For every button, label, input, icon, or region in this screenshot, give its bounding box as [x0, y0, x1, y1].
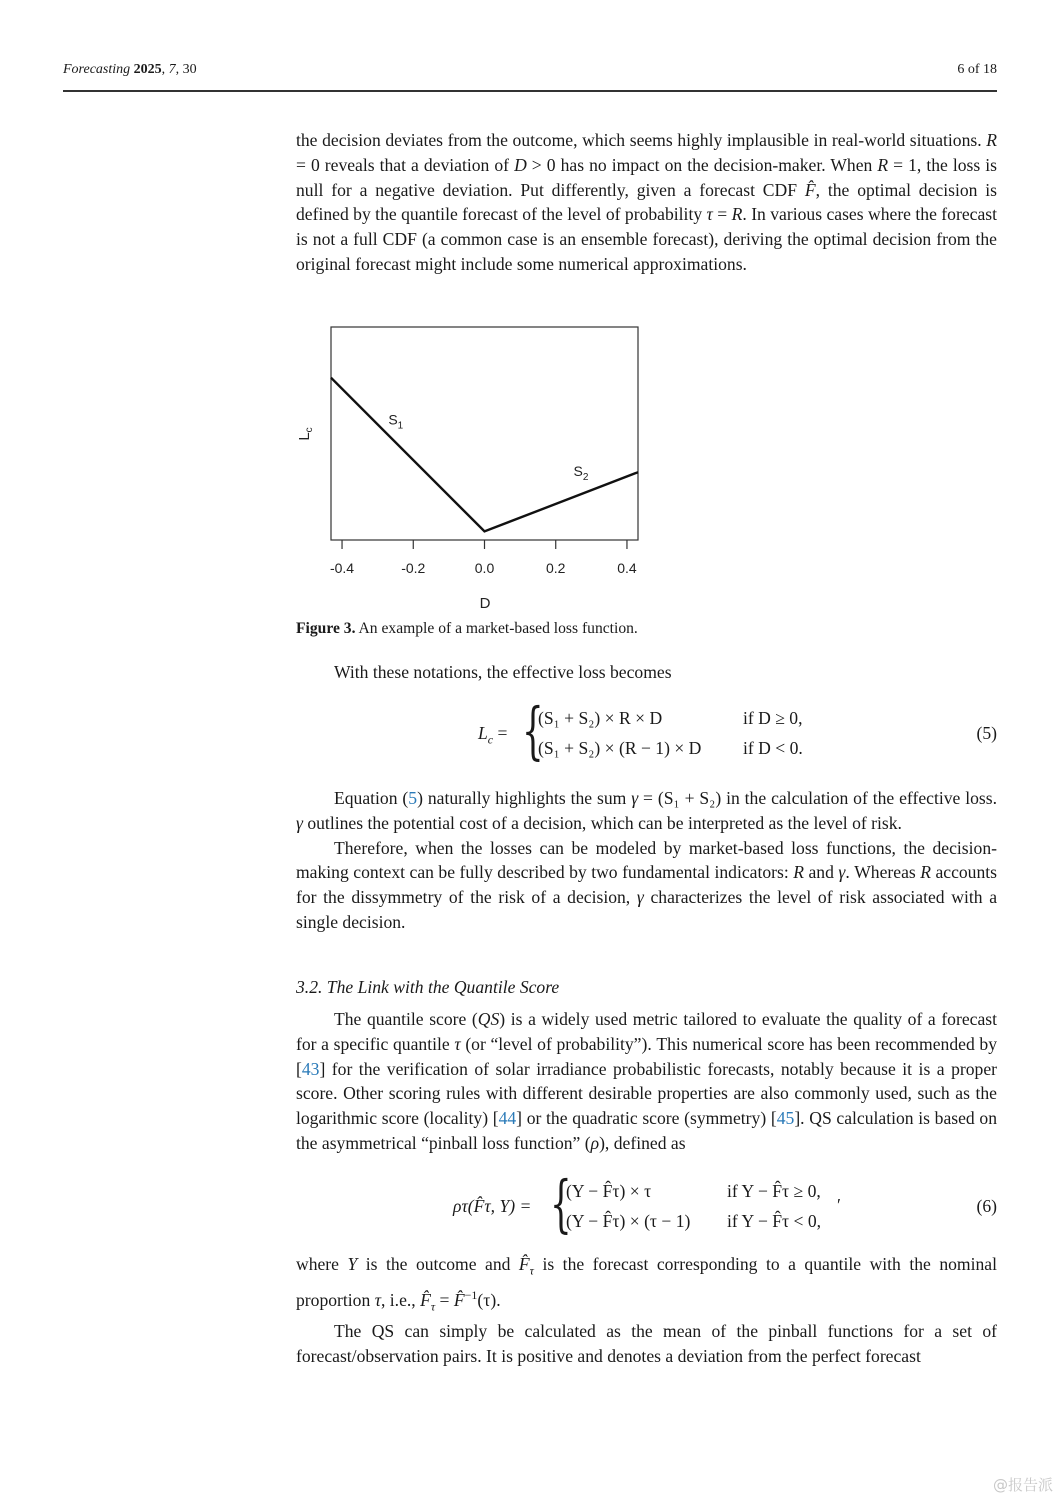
eq6-cond2: if Y − F̂τ < 0,: [727, 1211, 822, 1231]
plot-frame: [331, 327, 638, 540]
loss-curve: [331, 378, 638, 532]
article-number: 30: [182, 62, 197, 77]
x-tick-label: 0.0: [474, 560, 495, 576]
eq5-lhs: $L_c$ =: [478, 723, 508, 747]
equation-6: [453, 1167, 893, 1241]
where-paragraph: where Y is the outcome and $F̂_\tau$ is the forecast corresponding to a quantile with the nominal proportion τ, i.e., $F̂_\tau$ = F̂$^{-1}$(τ). The QS can simply be calculated as the mean of the pinball functions for a set of forecast/observation pairs. It is positive and denotes a deviation from the perfect forecast: [296, 1252, 997, 1369]
x-tick-label: 0.2: [545, 560, 566, 576]
journal-citation: Forecasting 2025, 7, 30: [63, 62, 197, 77]
quantile-score-paragraph: The quantile score (QS) is a widely used metric tailored to evaluate the quality of a forecast for a specific quantile τ (or “level of probability”). This numerical score has been recommended by [43] for the verification of solar irradiance probabilistic forecasts, notably because it is a proper score. Other scoring rules with different desirable properties are also commonly used, such as the logarithmic score (locality) [44] or the quadratic score (symmetry) [45]. QS calculation is based on the asymmetrical “pinball loss function” (ρ), defined as: [296, 1009, 997, 1153]
x-tick-label: 0.4: [617, 560, 637, 576]
journal-year: 2025: [133, 62, 162, 77]
x-axis: [330, 540, 637, 576]
eq6-case2: (Y − F̂τ) × (τ − 1): [566, 1211, 691, 1231]
figure-caption: [296, 620, 638, 638]
figure-label: Figure 3.: [296, 620, 356, 637]
slope-label: $S_2$: [573, 463, 589, 484]
annotations: [388, 411, 589, 483]
eq5-discussion: Equation (5) naturally highlights the sum γ = (S₁ + S₂) in the calculation of the effective loss. γ outlines the potential cost of a decision, which can be interpreted as the level of risk. Therefore, when the losses can be modeled by market-based loss functions, the decision-making context can be fully described by two fundamental indicators: R and γ. Whereas R accounts for the dissymmetry of the risk of a decision, γ characterizes the level of risk associated with a single decision.: [296, 786, 997, 935]
y-axis-label: [296, 427, 315, 440]
svg-text:Lc: $L_c$: [296, 427, 315, 441]
page-number: 6 of 18: [957, 62, 997, 77]
eq6-cond1: if Y − F̂τ ≥ 0,: [727, 1181, 821, 1201]
eq6-trailing-comma: ′: [837, 1195, 841, 1215]
reference-44-link[interactable]: 44: [498, 1108, 517, 1129]
x-tick-label: -0.4: [329, 560, 355, 576]
loss-function-chart: [290, 320, 650, 620]
eq6-case1: (Y − F̂τ) × τ: [566, 1181, 652, 1201]
eq5-cond2: if D < 0.: [743, 738, 803, 758]
journal-volume: 7: [168, 62, 176, 77]
eq5-case2: (S₁ + S₂) × (R − 1) × D: [538, 738, 702, 758]
eq5-intro: With these notations, the effective loss becomes: [334, 662, 672, 682]
reference-45-link[interactable]: 45: [776, 1108, 795, 1129]
eq6-brace: {: [550, 1167, 572, 1240]
x-tick-label: -0.2: [401, 560, 426, 576]
reference-43-link[interactable]: 43: [301, 1058, 320, 1079]
eq5-brace: {: [522, 694, 544, 767]
equation-5: [478, 694, 898, 768]
eq6-lhs: ρτ(F̂τ, Y) =: [453, 1196, 532, 1216]
eq5-case1: (S₁ + S₂) × R × D: [538, 708, 663, 728]
eq5-cond1: if D ≥ 0,: [743, 708, 803, 728]
section-heading: 3.2. The Link with the Quantile Score: [296, 977, 560, 997]
x-axis-label: D: [479, 595, 491, 612]
header-rule: [63, 90, 997, 92]
watermark: @报告派: [992, 1476, 1053, 1494]
equation-5-number: (5): [976, 723, 997, 743]
figure-caption-text: An example of a market-based loss function.: [355, 620, 638, 637]
intro-paragraph: the decision deviates from the outcome, which seems highly implausible in real-world situations. R = 0 reveals that a deviation of D > 0 has no impact on the decision-maker. When R = 1, the loss is null for a negative deviation. Put differently, given a forecast CDF F̂, the optimal decision is defined by the quantile forecast of the level of probability τ = R. In various cases where the forecast is not a full CDF (a common case is an ensemble forecast), deriving the optimal decision from the original forecast might include some numerical approximations.: [296, 130, 998, 274]
equation-6-number: (6): [976, 1196, 997, 1216]
journal-name: Forecasting: [63, 62, 131, 77]
slope-label: $S_1$: [388, 411, 404, 432]
last-paragraph: The QS can simply be calculated as the mean of the pinball functions for a set of forecast/observation pairs. It is positive and denotes a deviation from the perfect forecast: [296, 1321, 997, 1367]
therefore-paragraph: Therefore, when the losses can be modeled by market-based loss functions, the decision-making context can be fully described by two fundamental indicators: R and γ. Whereas R accounts for the dissymmetry of the risk of a decision, γ characterizes the level of risk associated with a single decision.: [296, 837, 998, 932]
equation-5-link[interactable]: 5: [408, 788, 418, 808]
